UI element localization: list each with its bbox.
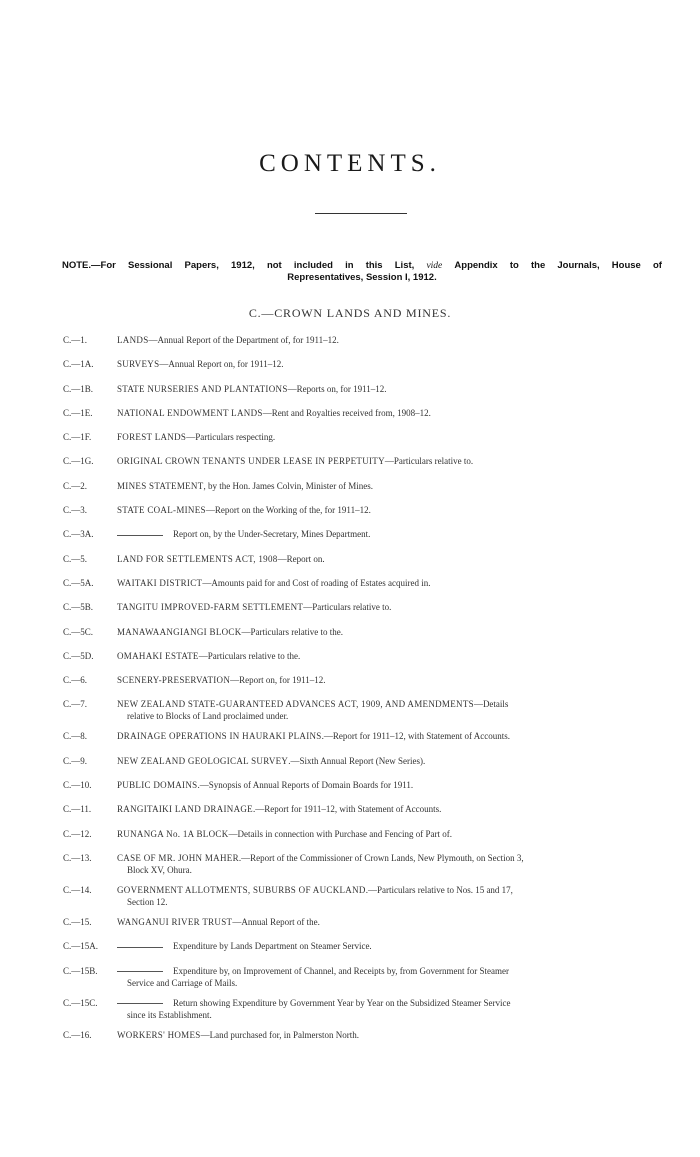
entry-code: C.—6. <box>63 675 88 686</box>
entry-text <box>117 650 673 662</box>
contents-entry <box>63 528 673 540</box>
note-line-2: Representatives, Session I, 1912. <box>287 272 437 283</box>
contents-entry <box>63 601 673 613</box>
entry-text <box>117 940 673 952</box>
note-word: vide <box>426 261 443 271</box>
entry-code: C.—1G. <box>63 456 94 467</box>
ditto-dash <box>117 1003 163 1004</box>
note-line-1 <box>62 260 662 272</box>
entry-heading: WAITAKI DISTRICT <box>117 577 203 588</box>
note-word: Journals, <box>557 260 600 271</box>
entry-text <box>117 884 673 896</box>
entry-heading: MINES STATEMENT <box>117 480 204 491</box>
entry-heading: WORKERS' HOMES <box>117 1029 201 1040</box>
entry-heading: TANGITU IMPROVED-FARM SETTLEMENT <box>117 602 304 613</box>
entry-text <box>117 674 673 686</box>
entry-text <box>117 965 673 977</box>
contents-entry <box>63 626 673 638</box>
entry-description: Expenditure by Lands Department on Steamer Service. <box>173 941 372 952</box>
contents-entry <box>63 755 673 767</box>
note-word: the <box>530 260 546 271</box>
contents-entry <box>63 698 673 722</box>
entry-code: C.—1. <box>63 335 88 345</box>
entry-description: .—Synopsis of Annual Reports of Domain Boards for 1911. <box>197 780 414 791</box>
note-word: not <box>266 260 282 271</box>
contents-entry <box>63 852 673 876</box>
contents-entry <box>63 455 673 467</box>
entry-description: —Particulars relative to. <box>384 456 474 467</box>
contents-entry <box>63 803 673 815</box>
entry-code: C.—1B. <box>63 383 94 394</box>
entry-description: —Land purchased for, in Palmerston North. <box>200 1029 359 1040</box>
entry-description: —Particulars respecting. <box>186 432 276 443</box>
entry-description: —Reports on, for 1911–12. <box>287 383 387 394</box>
entry-text <box>117 755 673 767</box>
entry-text <box>117 431 673 443</box>
entry-description: —Details in connection with Purchase and Fencing of Part of. <box>228 828 452 839</box>
entry-heading: DRAINAGE OPERATIONS IN HAURAKI PLAINS <box>117 731 322 742</box>
contents-entry <box>63 997 673 1021</box>
entry-text <box>117 504 673 516</box>
ditto-dash <box>117 535 163 536</box>
entry-description: —Amounts paid for and Cost of roading of Estates acquired in. <box>202 577 431 588</box>
entry-description: —Report on the Working of the, for 1911–12. <box>205 505 371 516</box>
entry-heading: SURVEYS <box>117 359 160 370</box>
entry-code: C.—11. <box>63 804 92 815</box>
entry-continuation: relative to Blocks of Land proclaimed under. <box>127 711 289 722</box>
entry-heading: RANGITAIKI LAND DRAINAGE <box>117 804 253 815</box>
entry-code: C.—15C. <box>63 997 98 1008</box>
entry-continuation: Service and Carriage of Mails. <box>127 977 238 988</box>
entry-text <box>117 480 673 492</box>
ditto-dash <box>117 947 163 948</box>
entry-heading: NEW ZEALAND GEOLOGICAL SURVEY <box>117 755 289 766</box>
entry-description: .—Sixth Annual Report (New Series). <box>288 755 426 766</box>
entry-continuation: Section 12. <box>127 896 168 907</box>
entry-description: .—Report for 1911–12, with Statement of Accounts. <box>321 731 510 742</box>
entry-text <box>117 779 673 791</box>
entry-code: C.—5. <box>63 553 88 564</box>
entry-description: —Particulars relative to. <box>303 602 392 613</box>
contents-entry <box>63 828 673 840</box>
entry-heading: GOVERNMENT ALLOTMENTS, SUBURBS OF AUCKLAND <box>117 884 366 895</box>
title-divider <box>315 213 407 214</box>
entry-heading: CASE OF MR. JOHN MAHER <box>117 852 239 863</box>
entry-description: —Rent and Royalties received from, 1908–12. <box>262 407 431 418</box>
contents-entry <box>63 650 673 662</box>
entry-description: .—Particulars relative to Nos. 15 and 17, <box>365 884 513 895</box>
entry-heading: PUBLIC DOMAINS <box>117 780 198 791</box>
entry-description: .—Report of the Commissioner of Crown Lands, New Plymouth, on Section 3, <box>238 852 524 863</box>
contents-entry <box>63 1029 673 1041</box>
entry-text <box>117 334 673 346</box>
contents-entry <box>63 940 673 952</box>
note-word: Sessional <box>128 260 173 271</box>
entry-text <box>117 730 673 742</box>
entry-code: C.—3. <box>63 505 88 516</box>
entry-heading: WANGANUI RIVER TRUST <box>117 916 233 927</box>
entry-code: C.—12. <box>63 828 92 839</box>
entry-description: —Annual Report of the. <box>232 916 320 927</box>
contents-list <box>63 334 673 1053</box>
entry-text <box>117 383 673 395</box>
note-word: included <box>293 260 333 271</box>
entry-code: C.—14. <box>63 884 92 895</box>
entry-heading: LANDS <box>117 335 149 345</box>
entry-heading: NEW ZEALAND STATE-GUARANTEED ADVANCES ACT, 1909, AND AMENDMENTS <box>117 699 474 710</box>
entry-text <box>117 1029 673 1041</box>
entry-code: C.—15. <box>63 916 92 927</box>
entry-description: —Details <box>473 699 509 710</box>
entry-text <box>117 577 673 589</box>
entry-code: C.—5D. <box>63 650 94 661</box>
entry-description: .—Report for 1911–12, with Statement of Accounts. <box>252 804 442 815</box>
entry-code: C.—3A. <box>63 529 94 540</box>
entry-code: C.—5B. <box>63 602 94 613</box>
entry-text <box>117 803 673 815</box>
note-word: in <box>345 260 354 271</box>
contents-entry <box>63 480 673 492</box>
entry-description: —Particulars relative to the. <box>198 650 301 661</box>
entry-description: Return showing Expenditure by Government Year by Year on the Subsidized Steamer Service <box>173 997 511 1008</box>
entry-code: C.—5C. <box>63 626 94 637</box>
contents-entry <box>63 358 673 370</box>
entry-code: C.—2. <box>63 480 88 491</box>
entry-heading: ORIGINAL CROWN TENANTS UNDER LEASE IN PERPETUITY <box>117 456 385 467</box>
entry-heading: OMAHAKI ESTATE <box>117 650 199 661</box>
note-word: of <box>653 260 662 271</box>
section-title: C.—CROWN LANDS AND MINES. <box>248 306 452 320</box>
note-word: to <box>509 260 519 271</box>
note-word: this <box>365 260 383 271</box>
entry-text <box>117 553 673 565</box>
entry-continuation: Block XV, Ohura. <box>127 864 192 875</box>
contents-entry <box>63 431 673 443</box>
entry-code: C.—5A. <box>63 577 94 588</box>
entry-text <box>117 358 673 370</box>
entry-text <box>117 528 673 540</box>
entry-heading: MANAWAANGIANGI BLOCK <box>117 626 242 637</box>
entry-text <box>117 828 673 840</box>
entry-text <box>117 626 673 638</box>
entry-text <box>117 455 673 467</box>
entry-heading: LAND FOR SETTLEMENTS ACT, 1908 <box>117 553 278 564</box>
entry-description: Expenditure by, on Improvement of Channel, and Receipts by, from Government for Steamer <box>173 965 509 976</box>
entry-code: C.—1A. <box>63 359 94 370</box>
entry-continuation: since its Establishment. <box>127 1009 212 1020</box>
contents-entry <box>63 965 673 989</box>
entry-heading: STATE COAL-MINES <box>117 505 206 516</box>
note-block <box>62 260 662 284</box>
entry-description: —Annual Report on, for 1911–12. <box>159 359 284 370</box>
entry-code: C.—15B. <box>63 965 98 976</box>
entry-text <box>117 852 673 864</box>
entry-code: C.—16. <box>63 1029 92 1040</box>
entry-heading: FOREST LANDS <box>117 432 187 443</box>
page-title: CONTENTS. <box>259 150 441 177</box>
entry-text <box>117 916 673 928</box>
entry-text <box>117 407 673 419</box>
entry-description: , by the Hon. James Colvin, Minister of Mines. <box>203 480 374 491</box>
contents-entry <box>63 407 673 419</box>
entry-description: —Particulars relative to the. <box>241 626 343 637</box>
contents-entry <box>63 916 673 928</box>
contents-entry <box>63 504 673 516</box>
contents-entry <box>63 577 673 589</box>
entry-text <box>117 698 673 710</box>
entry-heading: SCENERY-PRESERVATION <box>117 675 231 686</box>
entry-code: C.—10. <box>63 780 92 791</box>
note-word: Appendix <box>454 260 498 271</box>
entry-description: —Annual Report of the Department of, for 1911–12. <box>148 335 339 345</box>
entry-text <box>117 997 673 1009</box>
entry-heading: STATE NURSERIES AND PLANTATIONS <box>117 383 288 394</box>
entry-heading: NATIONAL ENDOWMENT LANDS <box>117 407 263 418</box>
contents-entry <box>63 383 673 395</box>
note-word: List, <box>394 260 415 271</box>
entry-code: C.—15A. <box>63 941 99 952</box>
note-word: Papers, <box>184 260 219 271</box>
contents-entry <box>63 553 673 565</box>
contents-entry <box>63 674 673 686</box>
note-word: House <box>611 260 641 271</box>
entry-description: Report on, by the Under-Secretary, Mines Department. <box>173 529 371 540</box>
entry-code: C.—8. <box>63 731 88 742</box>
entry-description: —Report on. <box>277 553 325 564</box>
entry-code: C.—1F. <box>63 432 92 443</box>
entry-code: C.—1E. <box>63 407 93 418</box>
note-word: NOTE.—For <box>62 260 116 271</box>
entry-code: C.—9. <box>63 755 88 766</box>
note-word: 1912, <box>231 260 255 271</box>
contents-entry <box>63 334 673 346</box>
contents-entry <box>63 884 673 908</box>
entry-code: C.—13. <box>63 852 92 863</box>
contents-entry <box>63 730 673 742</box>
contents-entry <box>63 779 673 791</box>
ditto-dash <box>117 971 163 972</box>
entry-text <box>117 601 673 613</box>
entry-code: C.—7. <box>63 699 88 710</box>
entry-description: —Report on, for 1911–12. <box>230 675 326 686</box>
entry-heading: RUNANGA No. 1A BLOCK <box>117 828 229 839</box>
